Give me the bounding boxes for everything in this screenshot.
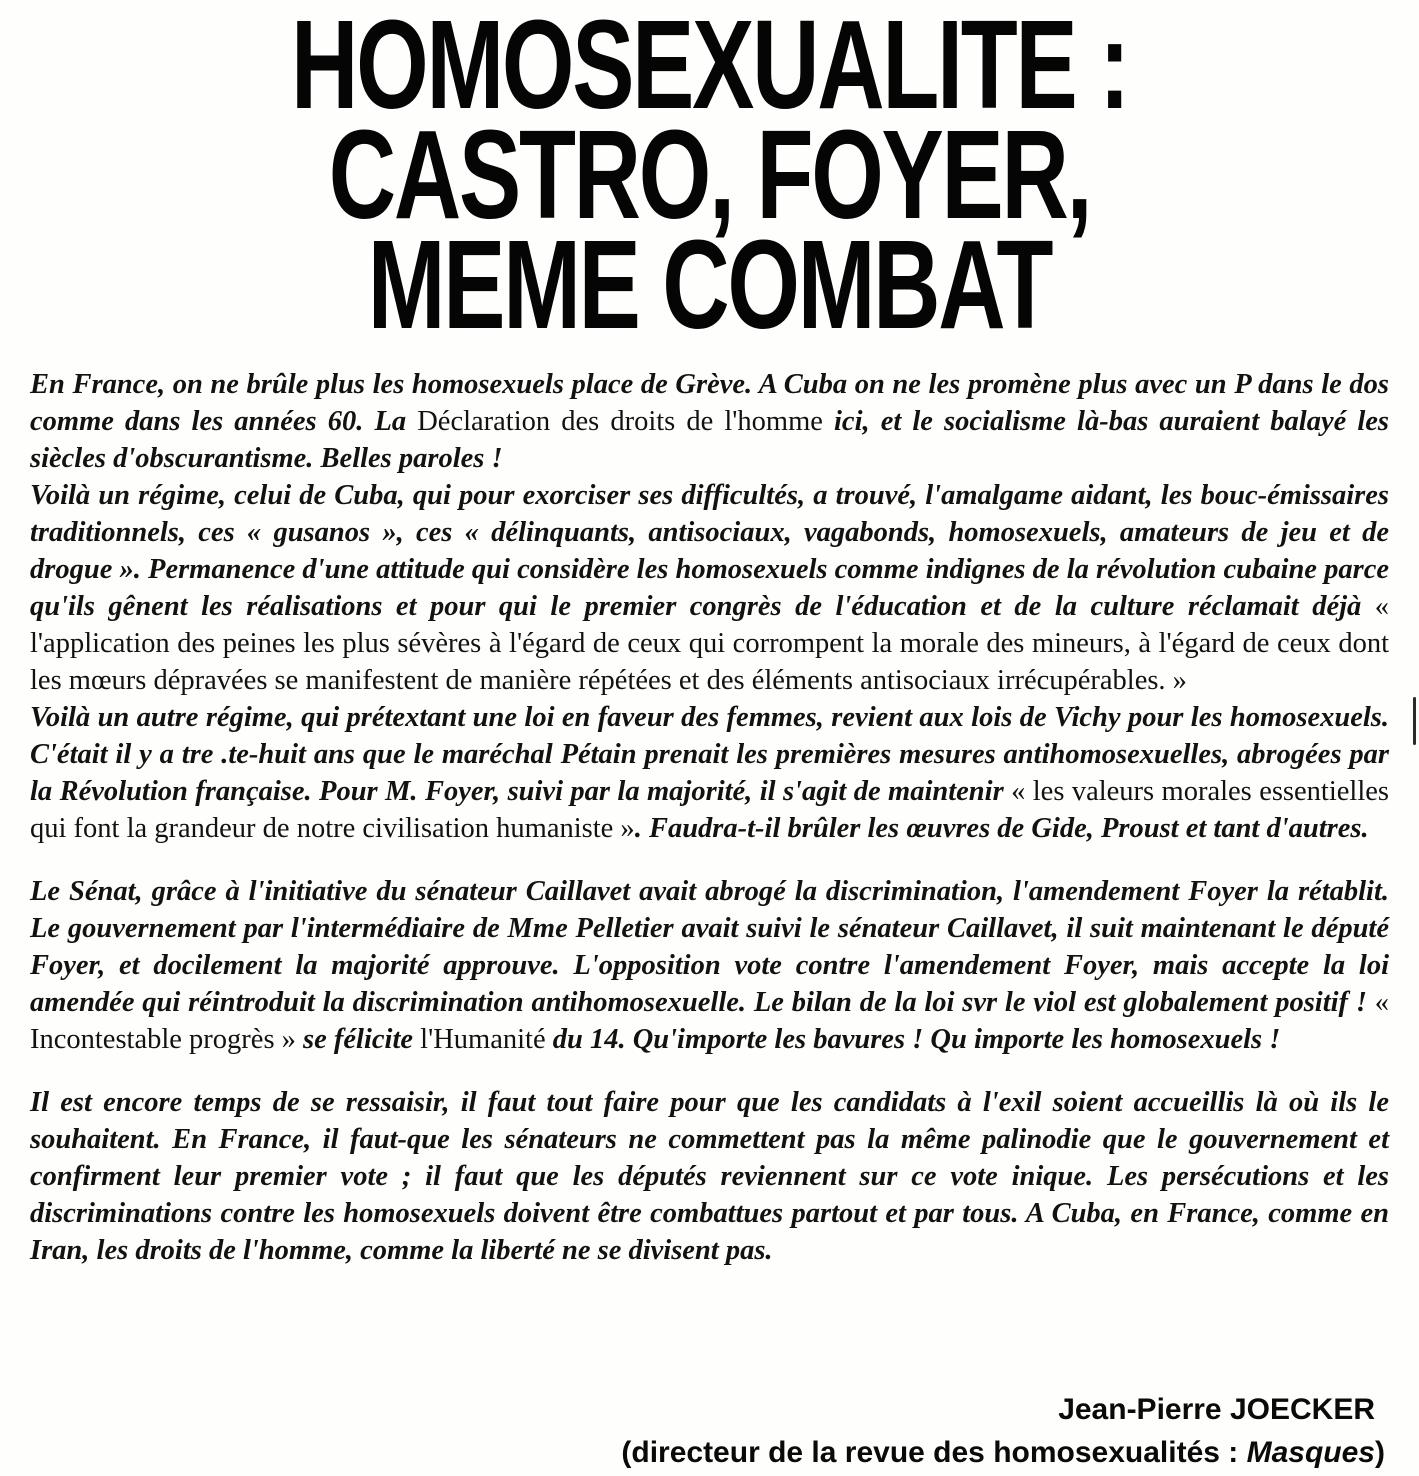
paragraph-segment: « Incontestable progrès » bbox=[30, 987, 1389, 1055]
author-role bbox=[621, 1436, 1385, 1470]
paragraph bbox=[30, 477, 1389, 699]
role-text: (directeur de la revue des homosexualités : bbox=[621, 1436, 1247, 1469]
publication-name: Masques bbox=[1246, 1436, 1375, 1469]
article-body bbox=[30, 366, 1389, 1269]
paragraph bbox=[30, 873, 1389, 1058]
paragraph bbox=[30, 1084, 1389, 1269]
paragraph-segment: ici, et le socialisme là-bas auraient balayé les siècles d'obscurantisme. Belles paroles ! bbox=[30, 406, 1389, 474]
scan-artifact-mark bbox=[1413, 697, 1416, 745]
headline-line-3: MEME COMBAT bbox=[367, 214, 1052, 355]
headline-line-1: HOMOSEXUALITE : bbox=[291, 0, 1128, 135]
paragraph-segment: « les valeurs morales essentielles qui font la grandeur de notre civilisation humaniste » bbox=[30, 776, 1389, 844]
role-text: ) bbox=[1375, 1436, 1385, 1469]
author-name: Jean-Pierre JOECKER bbox=[1058, 1393, 1375, 1426]
paragraph-segment: Il est encore temps de se ressaisir, il faut tout faire pour que les candidats à l'exil soient accueillis là où ils le souhaitent. En France, il faut-que les sénateurs ne commettent pas la même palinodie que le gouvernement et confirment leur premier vote ; il faut que les députés reviennent sur ce vote inique. Les persécutions et les discriminations contre les homosexuels doivent être combattues partout et par tous. A Cuba, en France, comme en Iran, les droits de l'homme, comme la liberté ne se divisent pas. bbox=[30, 1087, 1389, 1266]
paragraph-segment: Déclaration des droits de l'homme bbox=[417, 406, 834, 437]
paragraph bbox=[30, 366, 1389, 477]
paragraph-segment: « l'application des peines les plus sévères à l'égard de ceux qui corrompent la morale des mineurs, à l'égard de ceux dont les mœurs dépravées se manifestent de manière répétées et des éléments antisociaux irrécupérables. » bbox=[30, 591, 1389, 696]
paragraph-segment: du 14. Qu'importe les bavures ! Qu importe les homosexuels ! bbox=[552, 1024, 1281, 1055]
paragraph-segment: l'Humanité bbox=[420, 1024, 553, 1055]
paragraph-segment: . Faudra-t-il brûler les œuvres de Gide, Proust et tant d'autres. bbox=[634, 813, 1369, 844]
paragraph bbox=[30, 699, 1389, 847]
paragraph-segment: Voilà un autre régime, qui prétextant une loi en faveur des femmes, revient aux lois de Vichy pour les homosexuels. C'était il y a tre .te-huit ans que le maréchal Pétain prenait les premières mesures antihomosexuelles, abrogées par la Révolution française. Pour M. Foyer, suivi par la majorité, il s'agit de maintenir bbox=[30, 702, 1389, 807]
paragraph-segment: se félicite bbox=[295, 1024, 421, 1055]
paragraph-segment: Le Sénat, grâce à l'initiative du sénateur Caillavet avait abrogé la discrimination, l'amendement Foyer la rétablit. Le gouvernement par l'intermédiaire de Mme Pelletier avait suivi le sénateur Caillavet, il suit maintenant le député Foyer, et docilement la majorité approuve. L'opposition vote contre l'amendement Foyer, mais accepte la loi amendée qui réintroduit la discrimination antihomosexuelle. Le bilan de la loi svr le viol est globalement positif ! bbox=[30, 876, 1389, 1018]
article-headline bbox=[0, 0, 1419, 355]
paragraph-segment: En France, on ne brûle plus les homosexuels place de Grève. A Cuba on ne les promène plus avec un P dans le dos comme dans les années 60. La bbox=[30, 369, 1389, 437]
paragraph-segment: Voilà un régime, celui de Cuba, qui pour exorciser ses difficultés, a trouvé, l'amalgame aidant, les bouc-émissaires traditionnels, ces « gusanos », ces « délinquants, antisociaux, vagabonds, homosexuels, amateurs de jeu et de drogue ». Permanence d'une attitude qui considère les homosexuels comme indignes de la révolution cubaine parce qu'ils gênent les réalisations et pour qui le premier congrès de l'éducation et de la culture réclamait déjà bbox=[30, 480, 1389, 622]
headline-line-2: CASTRO, FOYER, bbox=[328, 104, 1091, 245]
article-signature bbox=[621, 1393, 1385, 1470]
